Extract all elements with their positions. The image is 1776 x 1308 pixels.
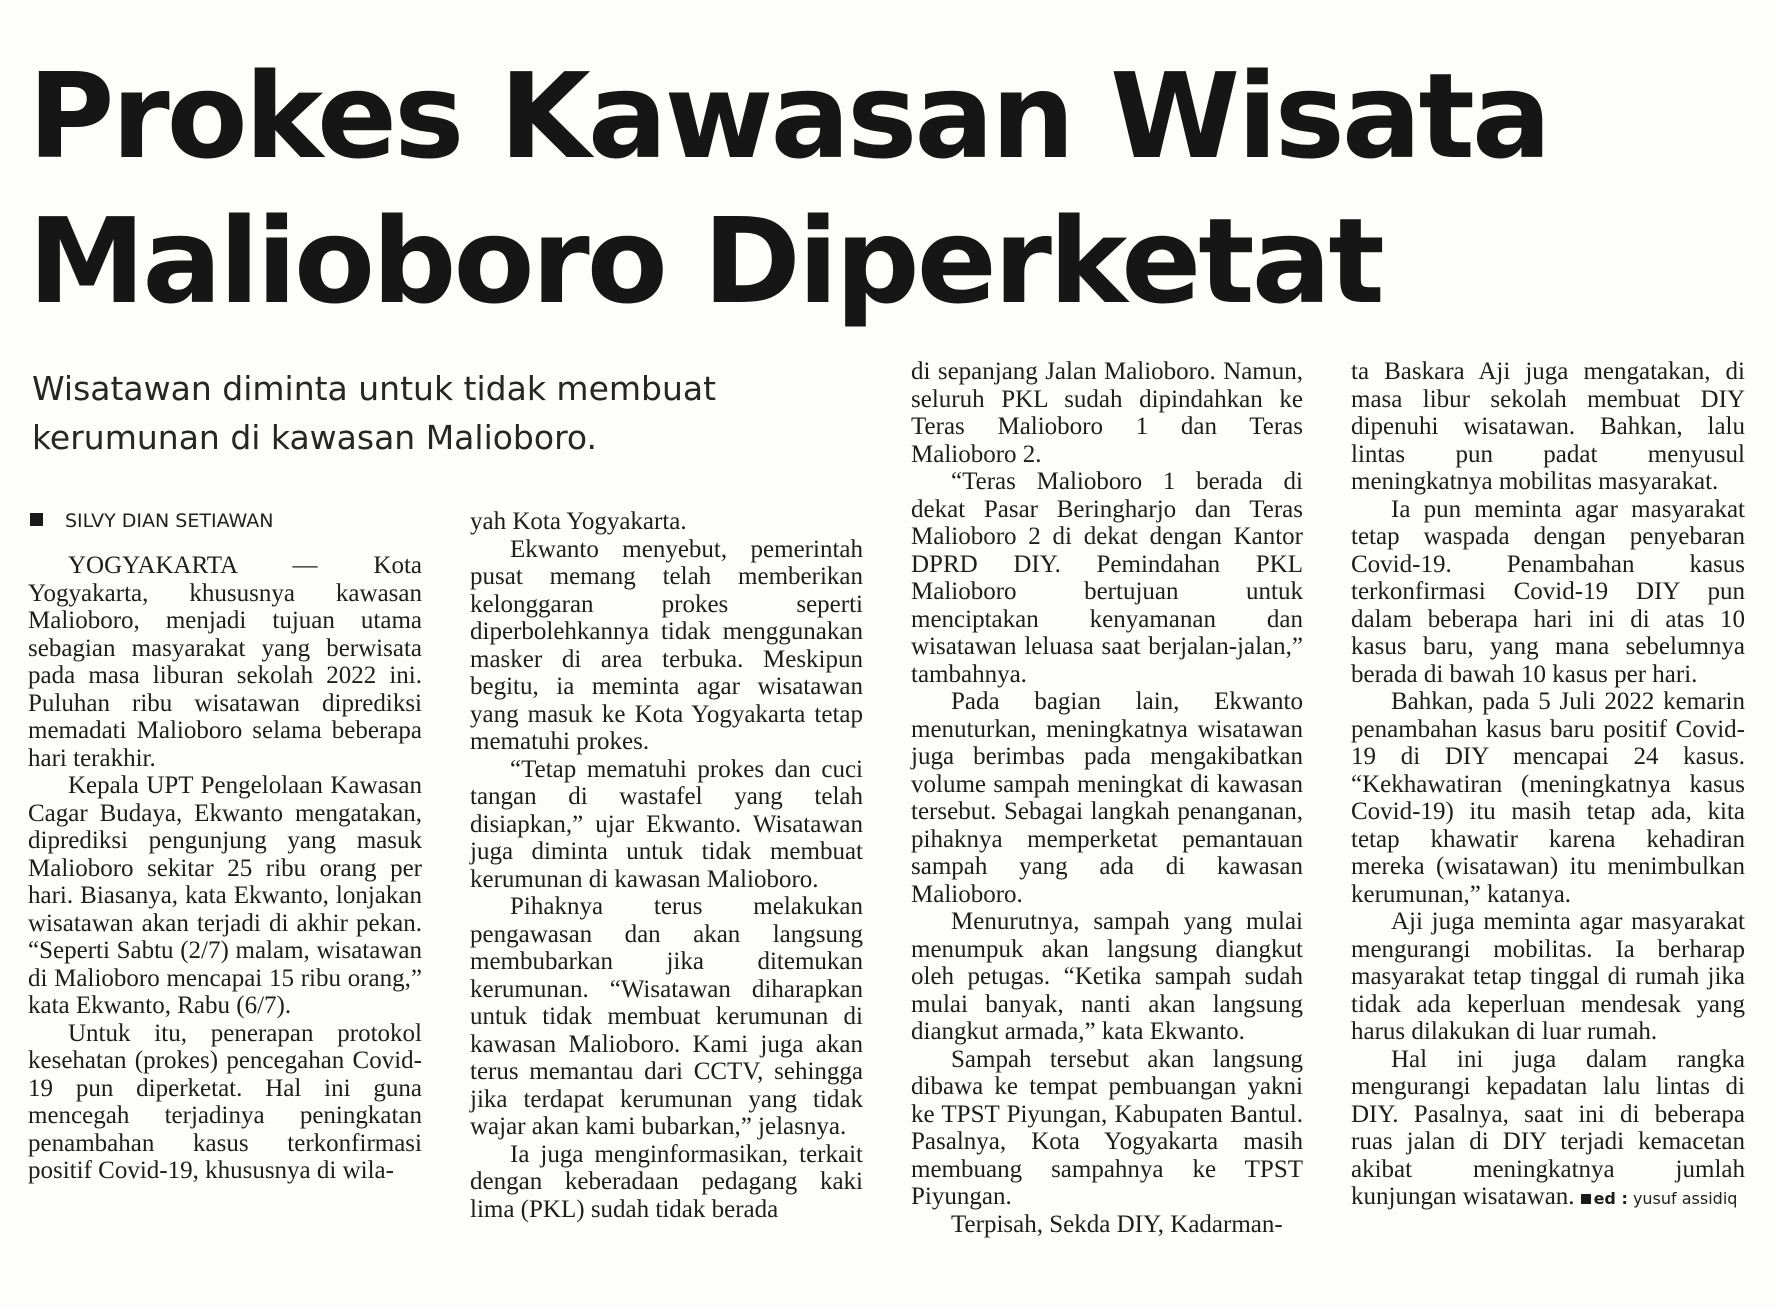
- paragraph: Ia pun meminta agar masyarakat tetap waspada dengan penyebaran Covid-19. Penambahan kasus terkonfirmasi Covid-19 DIY pun dalam beberapa hari ini di atas 10 kasus baru, yang mana sebelumnya berada di bawah 10 kasus per hari.: [1351, 495, 1745, 688]
- article-column-3: [911, 358, 1303, 1238]
- paragraph: Ekwanto menyebut, pemerintah pusat memang telah memberikan kelonggaran prokes seperti diperbolehkannya tidak menggunakan masker di area terbuka. Meskipun begitu, ia meminta agar wisatawan yang masuk ke Kota Yogyakarta tetap mematuhi prokes.: [470, 535, 863, 755]
- paragraph: Terpisah, Sekda DIY, Kadarman-: [951, 1210, 1283, 1238]
- paragraph: di sepanjang Jalan Malioboro. Namun, seluruh PKL sudah dipindahkan ke Teras Malioboro 1 dan Teras Malioboro 2.: [911, 358, 1303, 468]
- paragraph: Aji juga meminta agar masyarakat mengurangi mobilitas. Ia berharap masyarakat tetap tinggal di rumah jika tidak ada keperluan mendesak yang harus dilakukan di luar rumah.: [1351, 908, 1745, 1045]
- article-column-2: [470, 508, 863, 1223]
- paragraph: YOGYAKARTA — Kota Yogyakarta, khususnya kawasan Malioboro, menjadi tujuan utama sebagian masyarakat yang berwisata pada masa liburan sekolah 2022 ini. Puluhan ribu wisatawan diprediksi memadati Malioboro selama beberapa hari terakhir.: [28, 552, 422, 772]
- paragraph: Ia juga menginformasikan, terkait dengan keberadaan pedagang kaki lima (PKL) sudah tidak berada: [470, 1140, 863, 1223]
- subheadline: [32, 364, 792, 462]
- paragraph: Sampah tersebut akan langsung dibawa ke tempat pembuangan yakni ke TPST Piyungan, Kabupaten Bantul. Pasalnya, Kota Yogyakarta masih membuang sampahnya ke TPST Piyungan.: [911, 1045, 1303, 1210]
- byline-square-icon: [30, 513, 43, 526]
- editor-square-icon: [1581, 1194, 1591, 1204]
- headline-line-2: Malioboro Diperketat: [28, 192, 1382, 330]
- paragraph: “Teras Malioboro 1 berada di dekat Pasar Beringharjo dan Teras Malioboro 2 di dekat dengan Kantor DPRD DIY. Pemindahan PKL Malioboro bertujuan untuk menciptakan kenyamanan dan wisatawan leluasa saat berjalan-jalan,” tambahnya.: [911, 468, 1303, 688]
- subheadline-line-1: Wisatawan diminta untuk tidak membuat: [32, 369, 717, 408]
- article-column-1: [28, 552, 422, 1185]
- paragraph-text: Hal ini juga dalam rangka mengurangi kepadatan lalu lintas di DIY. Pasalnya, saat ini di beberapa ruas jalan di DIY terjadi kemacetan akibat meningkatnya jumlah kunjungan wisatawan.: [1351, 1045, 1745, 1210]
- paragraph: ta Baskara Aji juga mengatakan, di masa libur sekolah membuat DIY dipenuhi wisatawan. Bahkan, lalu lintas pun padat menyusul meningkatnya mobilitas masyarakat.: [1351, 358, 1745, 495]
- byline: [30, 508, 273, 534]
- byline-author: SILVY DIAN SETIAWAN: [65, 510, 274, 532]
- paragraph: Kepala UPT Pengelolaan Kawasan Cagar Budaya, Ekwanto mengatakan, diprediksi pengunjung yang masuk Malioboro sekitar 25 ribu orang per hari. Biasanya, kata Ekwanto, lonjakan wisatawan akan terjadi di akhir pekan. “Seperti Sabtu (2/7) malam, wisatawan di Malioboro mencapai 15 ribu orang,” kata Ekwanto, Rabu (6/7).: [28, 772, 422, 1019]
- paragraph: Bahkan, pada 5 Juli 2022 kemarin penambahan kasus baru positif Covid-19 di DIY mencapai 24 kasus. “Kekhawatiran (meningkatnya kasus Covid-19) itu masih tetap ada, kita tetap khawatir karena kehadiran mereka (wisatawan) itu menimbulkan kerumunan,” katanya.: [1351, 688, 1745, 908]
- paragraph: Pihaknya terus melakukan pengawasan dan akan langsung membubarkan jika ditemukan kerumunan. “Wisatawan diharapkan untuk tidak membuat kerumunan di kawasan Malioboro. Kami juga akan terus memantau dari CCTV, sehingga jika terdapat kerumunan yang tidak wajar akan kami bubarkan,” jelasnya.: [470, 893, 863, 1140]
- subheadline-line-2: kerumunan di kawasan Malioboro.: [32, 418, 598, 457]
- editor-name: yusuf assidiq: [1632, 1189, 1738, 1208]
- paragraph: “Tetap mematuhi prokes dan cuci tangan di wastafel yang telah disiapkan,” ujar Ekwanto. Wisatawan juga diminta untuk tidak membuat kerumunan di kawasan Malioboro.: [470, 755, 863, 893]
- paragraph: [1351, 1046, 1745, 1213]
- editor-credit: [1575, 1189, 1738, 1208]
- headline-line-1: Prokes Kawasan Wisata: [28, 47, 1549, 185]
- paragraph: Menurutnya, sampah yang mulai menumpuk akan langsung diangkut oleh petugas. “Ketika sampah sudah mulai banyak, nanti akan langsung diangkut armada,” kata Ekwanto.: [911, 908, 1303, 1045]
- headline: [28, 44, 1728, 334]
- paragraph: Untuk itu, penerapan protokol kesehatan (prokes) pencegahan Covid-19 pun diperketat. Hal ini guna mencegah terjadinya peningkatan penambahan kasus terkonfirmasi positif Covid-19, khususnya di wila-: [28, 1019, 422, 1184]
- article-column-4: [1351, 358, 1745, 1213]
- editor-label: ed :: [1593, 1189, 1628, 1208]
- paragraph: Pada bagian lain, Ekwanto menuturkan, meningkatnya wisatawan juga berimbas pada mengakibatkan volume sampah meningkat di kawasan tersebut. Sebagai langkah penanganan, pihaknya memperketat pemantauan sampah yang ada di kawasan Malioboro.: [911, 688, 1303, 908]
- paragraph: yah Kota Yogyakarta.: [470, 508, 687, 535]
